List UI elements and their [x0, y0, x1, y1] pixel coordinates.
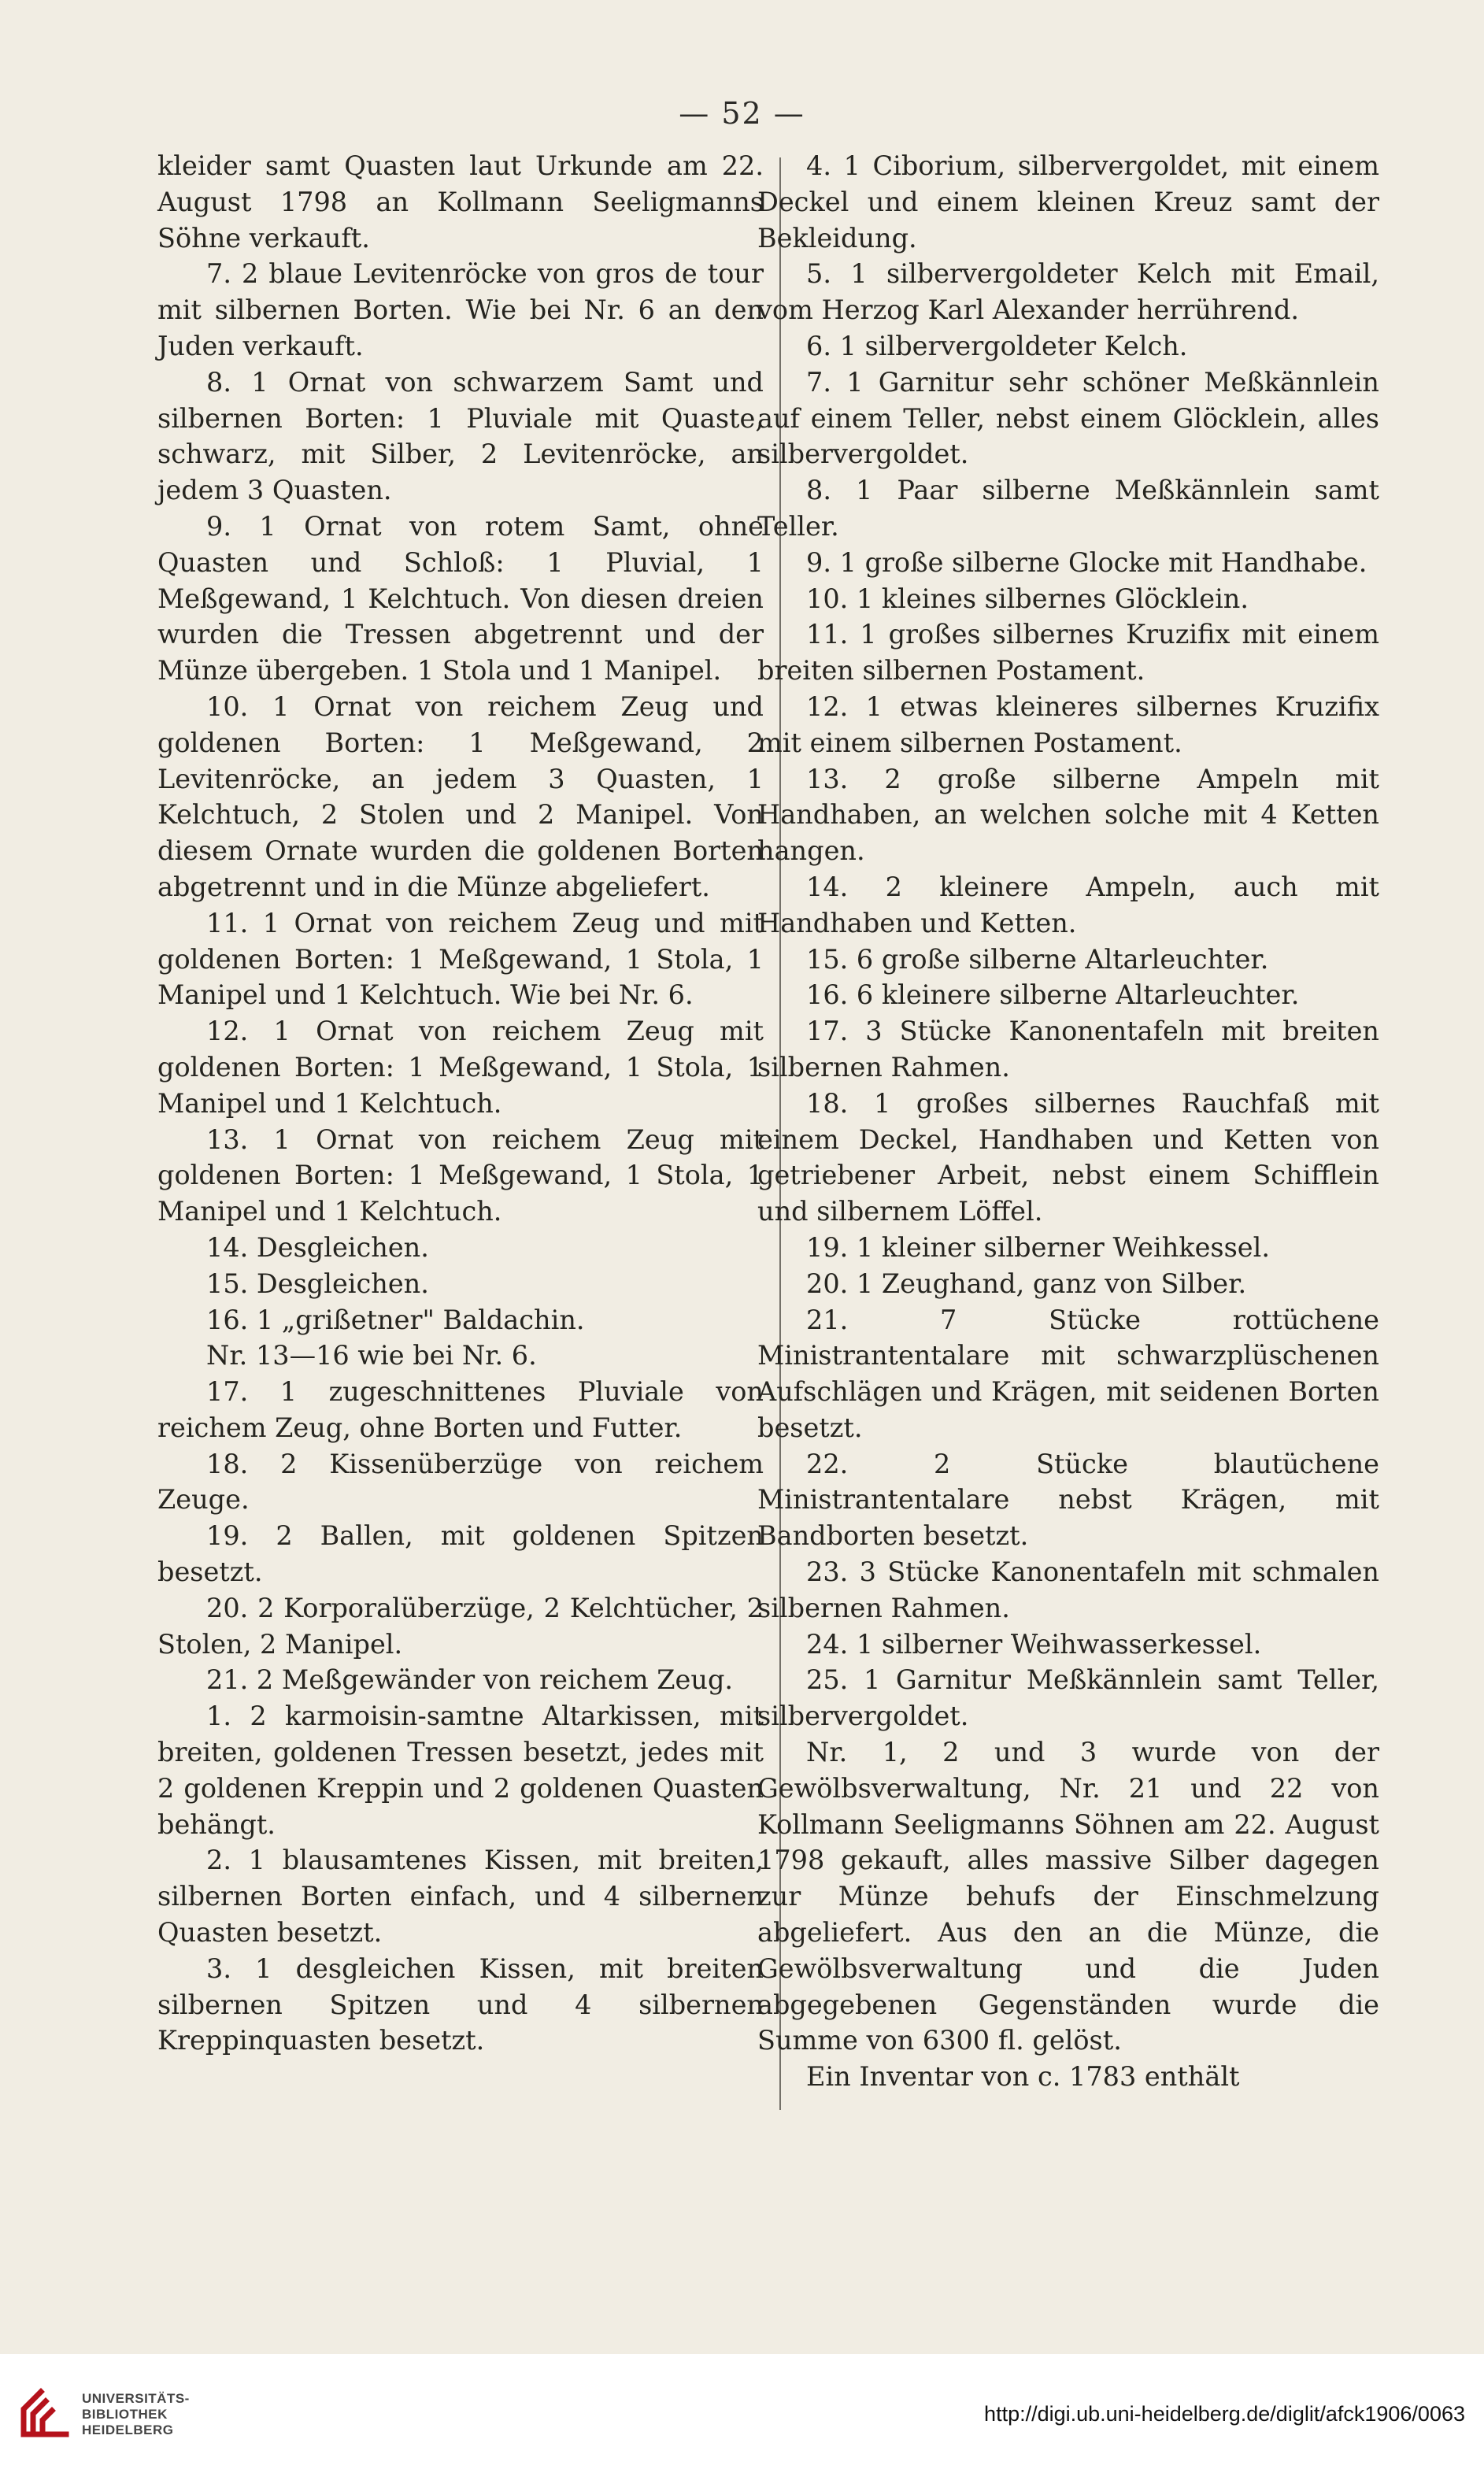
- paragraph: 14. Desgleichen.: [206, 1231, 429, 1263]
- source-url-link[interactable]: http://digi.ub.uni-heidelberg.de/diglit/afck1906/0063: [984, 2402, 1465, 2426]
- paragraph: 16. 1 „grißetner" Baldachin.: [206, 1304, 585, 1335]
- paragraph: 10. 1 Ornat von reichem Zeug und goldenen Borten: 1 Meßgewand, 2 Levitenröcke, an jedem 3 Quasten, 1 Kelchtuch, 2 Stolen und 2 Manipel. Von diesem Ornate wurden die goldenen Borten abgetrennt und in die Münze abgeliefert.: [157, 690, 764, 902]
- paragraph: 21. 7 Stücke rottüchene Ministrantentalare mit schwarzplüschenen Aufschlägen und Krägen, mit seidenen Borten besetzt.: [757, 1304, 1379, 1443]
- paragraph: 20. 1 Zeughand, ganz von Silber.: [806, 1268, 1247, 1299]
- paragraph: Nr. 13—16 wie bei Nr. 6.: [206, 1340, 537, 1371]
- paragraph: 18. 2 Kissenüberzüge von reichem Zeuge.: [157, 1448, 764, 1516]
- paragraph: 2. 1 blausamtenes Kissen, mit breiten, silbernen Borten einfach, und 4 silbernen Quasten besetzt.: [157, 1845, 764, 1949]
- paragraph: 23. 3 Stücke Kanonentafeln mit schmalen silbernen Rahmen.: [757, 1556, 1379, 1623]
- paragraph: 11. 1 großes silbernes Kruzifix mit einem breiten silbernen Postament.: [757, 619, 1379, 687]
- paragraph: 12. 1 Ornat von reichem Zeug mit goldenen Borten: 1 Meßgewand, 1 Stola, 1 Manipel und 1 Kelchtuch.: [157, 1016, 764, 1119]
- paragraph: 9. 1 große silberne Glocke mit Handhabe.: [806, 546, 1367, 578]
- paragraph: 13. 1 Ornat von reichem Zeug mit goldenen Borten: 1 Meßgewand, 1 Stola, 1 Manipel und 1 Kelchtuch.: [157, 1123, 764, 1227]
- paragraph: Nr. 1, 2 und 3 wurde von der Gewölbsverwaltung, Nr. 21 und 22 von Kollmann Seeligmanns Söhnen am 22. August 1798 gekauft, alles massive Silber dagegen zur Münze behufs der Einschmelzung abgeliefert. Aus den an die Münze, die Gewölbsverwaltung und die Juden abgegebenen Gegenständen wurde die Summe von 6300 fl. gelöst.: [757, 1737, 1379, 2056]
- paragraph: 17. 3 Stücke Kanonentafeln mit breiten silbernen Rahmen.: [757, 1016, 1379, 1083]
- paragraph: 15. Desgleichen.: [206, 1268, 429, 1299]
- paragraph: 22. 2 Stücke blautüchene Ministrantentalare nebst Krägen, mit Bandborten besetzt.: [757, 1448, 1379, 1552]
- paragraph: 12. 1 etwas kleineres silbernes Kruzifix mit einem silbernen Postament.: [757, 690, 1379, 758]
- paragraph: 14. 2 kleinere Ampeln, auch mit Handhaben und Ketten.: [757, 871, 1379, 938]
- paragraph: 19. 1 kleiner silberner Weihkessel.: [806, 1231, 1270, 1263]
- library-name-line: BIBLIOTHEK: [82, 2407, 168, 2422]
- left-column: [157, 148, 764, 2116]
- paragraph: 5. 1 silbervergoldeter Kelch mit Email, vom Herzog Karl Alexander herrührend.: [757, 258, 1379, 326]
- paragraph: 13. 2 große silberne Ampeln mit Handhaben, an welchen solche mit 4 Ketten hangen.: [757, 763, 1379, 867]
- paragraph: 3. 1 desgleichen Kissen, mit breiten silbernen Spitzen und 4 silbernen Kreppinquasten besetzt.: [157, 1952, 764, 2056]
- paragraph: kleider samt Quasten laut Urkunde am 22. August 1798 an Kollmann Seeligmanns Söhne verkauft.: [157, 150, 764, 254]
- paragraph: 10. 1 kleines silbernes Glöcklein.: [806, 583, 1249, 614]
- page-number: — 52 —: [679, 96, 805, 131]
- university-library-logo-icon[interactable]: [17, 2385, 72, 2441]
- paragraph: 7. 2 blaue Levitenröcke von gros de tour mit silbernen Borten. Wie bei Nr. 6 an den Juden verkauft.: [157, 258, 764, 361]
- right-column: [757, 148, 1379, 2116]
- paragraph: Ein Inventar von c. 1783 enthält: [806, 2061, 1240, 2093]
- paragraph: 21. 2 Meßgewänder von reichem Zeug.: [206, 1664, 734, 1696]
- library-name[interactable]: [82, 2391, 190, 2438]
- paragraph: 4. 1 Ciborium, silbervergoldet, mit einem Deckel und einem kleinen Kreuz samt der Bekleidung.: [757, 150, 1379, 254]
- paragraph: 8. 1 Paar silberne Meßkännlein samt Teller.: [757, 475, 1379, 542]
- library-name-line: UNIVERSITÄTS-: [82, 2391, 190, 2406]
- paragraph: 11. 1 Ornat von reichem Zeug und mit goldenen Borten: 1 Meßgewand, 1 Stola, 1 Manipel und 1 Kelchtuch. Wie bei Nr. 6.: [157, 907, 764, 1011]
- paragraph: 19. 2 Ballen, mit goldenen Spitzen besetzt.: [157, 1520, 764, 1588]
- paragraph: 18. 1 großes silbernes Rauchfaß mit einem Deckel, Handhaben und Ketten von getriebener Arbeit, nebst einem Schifflein und silbernem Löffel.: [757, 1087, 1379, 1227]
- paragraph: 8. 1 Ornat von schwarzem Samt und silbernen Borten: 1 Pluviale mit Quaste, schwarz, mit Silber, 2 Levitenröcke, an jedem 3 Quasten.: [157, 366, 764, 506]
- paragraph: 16. 6 kleinere silberne Altarleuchter.: [806, 979, 1300, 1011]
- library-name-line: HEIDELBERG: [82, 2422, 174, 2437]
- paragraph: 25. 1 Garnitur Meßkännlein samt Teller, silbervergoldet.: [757, 1664, 1379, 1732]
- paragraph: 7. 1 Garnitur sehr schöner Meßkännlein auf einem Teller, nebst einem Glöcklein, alles silbervergoldet.: [757, 366, 1379, 470]
- paragraph: 24. 1 silberner Weihwasserkessel.: [806, 1628, 1262, 1660]
- paragraph: 15. 6 große silberne Altarleuchter.: [806, 943, 1269, 975]
- paragraph: 1. 2 karmoisin-samtne Altarkissen, mit breiten, goldenen Tressen besetzt, jedes mit 2 goldenen Kreppin und 2 goldenen Quasten behängt.: [157, 1701, 764, 1840]
- paragraph: 20. 2 Korporalüberzüge, 2 Kelchtücher, 2 Stolen, 2 Manipel.: [157, 1592, 764, 1660]
- paragraph: 9. 1 Ornat von rotem Samt, ohne Quasten und Schloß: 1 Pluvial, 1 Meßgewand, 1 Kelchtuch. Von diesen dreien wurden die Tressen abgetrennt und der Münze übergeben. 1 Stola und 1 Manipel.: [157, 510, 764, 687]
- paragraph: 17. 1 zugeschnittenes Pluviale von reichem Zeug, ohne Borten und Futter.: [157, 1376, 764, 1443]
- paragraph: 6. 1 silbervergoldeter Kelch.: [806, 330, 1188, 361]
